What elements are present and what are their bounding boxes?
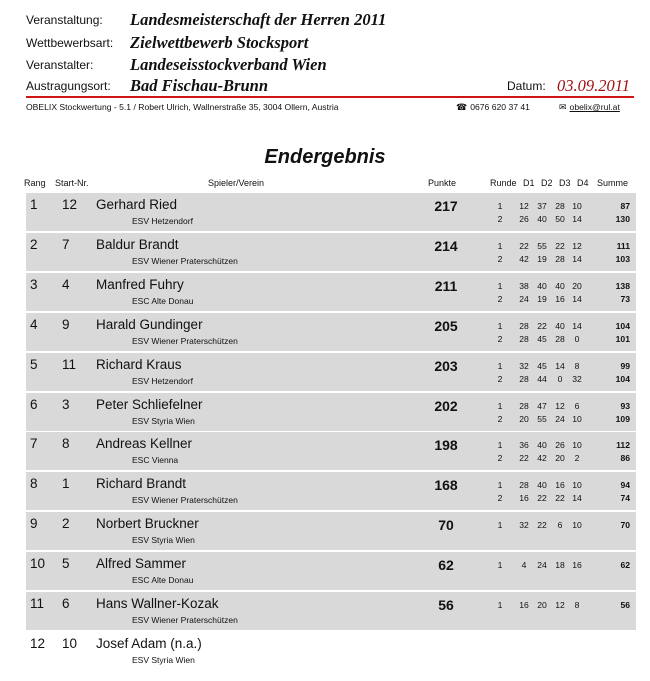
total-points: 62 [438,557,454,574]
table-row [26,273,636,311]
score-d2: 47 [537,400,547,411]
score-d1: 42 [519,253,529,264]
col-header-d3: D3 [559,178,571,188]
col-header-rang: Rang [24,178,46,188]
header-label: Austragungsort: [26,79,111,93]
total-points: 211 [434,277,458,294]
score-d4: 32 [572,373,582,384]
score-d2: 45 [537,333,547,344]
score-d3: 24 [555,413,565,424]
score-d2: 22 [537,493,547,504]
score-d4: 8 [574,600,580,610]
rank: 8 [30,476,38,492]
round-line [26,493,636,505]
score-d2: 20 [537,600,547,610]
envelope-icon: ✉ [559,102,567,112]
score-d4: 14 [572,320,582,331]
club-name: ESV Wiener Praterschützen [132,495,238,506]
rank: 2 [30,236,38,252]
table-row [26,472,636,510]
score-d1: 16 [519,600,529,610]
round-number: 1 [497,201,503,211]
total-points: 202 [434,397,458,414]
score-d4: 14 [572,493,582,504]
player-name: Andreas Kellner [96,436,193,452]
round-sum: 93 [620,400,630,411]
score-d1: 28 [519,373,529,384]
round-number: 1 [497,320,503,331]
score-d2: 55 [537,413,547,424]
round-line [26,560,636,572]
round-sum: 103 [615,253,630,264]
round-number: 2 [497,333,503,344]
round-number: 1 [497,240,503,251]
header-label: Wettbewerbsart: [26,36,114,50]
score-d3: 16 [555,480,565,491]
rank: 3 [30,276,38,292]
rank: 7 [30,436,38,452]
round-sum: 99 [620,360,630,371]
rank: 10 [30,556,46,572]
header-field-veranstalter [26,55,636,77]
player-name: Norbert Bruckner [96,516,199,532]
round-number: 1 [497,600,503,610]
imprint-text: OBELIX Stockwertung - 5.1 / Robert Ulrich, Wallnerstraße 35, 3004 Ollern, Austria [26,102,339,112]
score-d4: 10 [572,413,582,424]
player-name: Richard Kraus [96,356,182,372]
datum-label: Datum: [507,79,546,93]
round-line [26,201,636,213]
round-number: 1 [497,560,503,571]
phone-icon: ☎ [456,102,468,112]
score-d3: 22 [555,493,565,504]
email-info [559,102,620,113]
score-d3: 28 [555,201,565,211]
score-d3: 40 [555,320,565,331]
round-sum: 70 [620,520,630,531]
col-header-d1: D1 [523,178,535,188]
total-points: 217 [434,198,458,214]
player-name: Hans Wallner-Kozak [96,596,219,611]
rank: 11 [30,596,45,611]
header-field-veranstaltung [26,10,636,32]
score-d4: 14 [572,253,582,264]
score-d2: 19 [537,253,547,264]
club-name: ESV Wiener Praterschützen [132,335,238,346]
score-d2: 40 [537,440,547,451]
score-d4: 12 [572,240,582,251]
score-d1: 22 [519,240,529,251]
email-link[interactable]: obelix@rul.at [569,102,620,112]
header-label: Veranstaltung: [26,13,103,27]
score-d2: 37 [537,201,547,211]
score-d1: 22 [519,453,529,464]
datum-value: 03.09.2011 [557,76,631,95]
score-d2: 40 [537,280,547,291]
club-name: ESC Alte Donau [132,575,194,586]
table-row [26,193,636,231]
round-number: 2 [497,293,503,304]
page-title: Endergebnis [264,146,386,168]
start-number: 10 [62,635,78,651]
table-row [26,592,636,630]
start-number: 7 [62,236,70,252]
score-d3: 22 [555,240,565,251]
round-sum: 138 [615,280,630,291]
score-d2: 40 [537,480,547,491]
round-sum: 111 [616,240,630,251]
start-number: 6 [62,596,70,611]
col-header-d4: D4 [577,178,589,188]
round-number: 1 [497,520,503,531]
score-d3: 20 [555,453,565,464]
round-line [26,241,636,253]
score-d3: 14 [555,360,565,371]
rank: 12 [30,635,46,651]
club-name: ESV Wiener Praterschützen [132,255,238,266]
phone-number: 0676 620 37 41 [470,102,530,112]
round-number: 2 [497,214,503,224]
score-d3: 0 [557,373,563,384]
player-name: Baldur Brandt [96,236,179,252]
score-d2: 22 [537,320,547,331]
round-number: 1 [497,480,503,491]
round-sum: 73 [620,293,630,304]
score-d4: 2 [574,453,580,464]
start-number: 12 [62,197,78,212]
score-d1: 32 [519,520,529,531]
round-number: 1 [497,360,503,371]
round-line [26,281,636,293]
round-line [26,254,636,266]
total-points: 56 [438,597,454,613]
round-number: 1 [497,280,503,291]
score-d1: 24 [519,293,529,304]
round-number: 2 [497,453,503,464]
score-d2: 24 [537,560,547,571]
score-d3: 50 [555,214,565,224]
player-name: Peter Schliefelner [96,396,203,412]
table-row [26,313,636,351]
club-name: ESV Styria Wien [132,654,195,665]
total-points: 198 [434,437,458,454]
start-number: 3 [62,396,70,412]
rank: 4 [30,316,38,332]
table-row [26,552,636,590]
player-name: Josef Adam (n.a.) [96,635,202,651]
rank: 9 [30,516,38,532]
score-d1: 26 [519,214,529,224]
score-d1: 28 [519,480,529,491]
table-row [26,233,636,271]
total-points: 168 [434,477,458,494]
round-sum: 101 [615,333,630,344]
score-d1: 28 [519,333,529,344]
score-d3: 12 [555,600,565,610]
header-value: Landeseisstockverband Wien [130,55,327,74]
score-d1: 28 [519,320,529,331]
header-value: Bad Fischau-Brunn [130,76,269,95]
club-name: ESV Hetzendorf [132,375,193,386]
header-divider [26,96,634,98]
phone-info [456,102,530,113]
score-d2: 40 [537,214,547,224]
score-d4: 14 [572,293,582,304]
round-number: 1 [497,400,503,411]
score-d2: 19 [537,293,547,304]
round-sum: 56 [620,600,630,610]
total-points: 214 [434,237,458,254]
score-d4: 20 [572,280,582,291]
round-sum: 104 [615,373,630,384]
score-d1: 36 [519,440,529,451]
round-sum: 104 [615,320,630,331]
start-number: 2 [62,516,70,532]
round-sum: 87 [620,201,630,211]
score-d1: 4 [521,560,527,571]
round-number: 2 [497,253,503,264]
start-number: 8 [62,436,70,452]
rank: 1 [30,197,38,212]
total-points: 203 [434,357,458,374]
club-name: ESV Styria Wien [132,415,195,426]
score-d4: 14 [572,214,582,224]
player-name: Gerhard Ried [96,197,178,212]
start-number: 9 [62,316,70,332]
score-d3: 26 [555,440,565,451]
table-row [26,353,636,391]
score-d3: 12 [555,400,565,411]
round-number: 2 [497,413,503,424]
round-sum: 112 [616,440,630,451]
round-line [26,374,636,386]
score-d3: 6 [557,520,563,531]
round-line [26,600,636,612]
club-name: ESV Wiener Praterschützen [132,615,238,625]
round-sum: 130 [615,214,630,224]
round-sum: 62 [620,560,630,571]
player-name: Alfred Sammer [96,556,187,572]
header-field-wettbewerbsart [26,33,636,55]
score-d3: 28 [555,333,565,344]
score-d2: 22 [537,520,547,531]
score-d4: 10 [572,440,582,451]
start-number: 1 [62,476,70,492]
score-d1: 38 [519,280,529,291]
rank: 6 [30,396,38,412]
score-d3: 18 [555,560,565,571]
rank: 5 [30,356,38,372]
table-row [26,632,636,670]
score-d2: 55 [537,240,547,251]
col-header-summe: Summe [597,178,629,188]
score-d2: 45 [537,360,547,371]
table-row [26,512,636,550]
score-d1: 12 [519,201,529,211]
score-d4: 6 [574,400,580,411]
score-d3: 16 [555,293,565,304]
header-label: Veranstalter: [26,58,94,72]
round-line [26,440,636,452]
round-number: 1 [497,440,503,451]
col-header-runde: Runde [490,178,517,188]
club-name: ESV Hetzendorf [132,216,193,226]
score-d4: 0 [574,333,580,344]
col-header-punkte: Punkte [428,178,457,188]
score-d2: 42 [537,453,547,464]
round-line [26,480,636,492]
club-name: ESC Vienna [132,455,179,466]
round-sum: 74 [620,493,630,504]
round-number: 2 [497,493,503,504]
round-line [26,321,636,333]
score-d1: 28 [519,400,529,411]
score-d1: 20 [519,413,529,424]
col-header-start-nr: Start-Nr. [55,178,89,188]
round-sum: 109 [615,413,630,424]
round-line [26,214,636,226]
table-row [26,432,636,470]
score-d1: 32 [519,360,529,371]
player-name: Harald Gundinger [96,316,203,332]
round-line [26,520,636,532]
score-d4: 10 [572,520,582,531]
round-number: 2 [497,373,503,384]
club-name: ESC Alte Donau [132,295,194,306]
score-d3: 40 [555,280,565,291]
score-d4: 16 [572,560,582,571]
start-number: 4 [62,276,70,292]
round-line [26,401,636,413]
round-sum: 86 [620,453,630,464]
start-number: 11 [62,356,77,372]
player-name: Manfred Fuhry [96,276,184,292]
player-name: Richard Brandt [96,476,187,492]
total-points: 205 [434,317,458,334]
round-line [26,414,636,426]
round-line [26,334,636,346]
round-line [26,294,636,306]
round-line [26,361,636,373]
score-d1: 16 [519,493,529,504]
score-d4: 8 [574,360,580,371]
score-d3: 28 [555,253,565,264]
score-d2: 44 [537,373,547,384]
total-points: 70 [438,517,454,534]
table-row [26,393,636,431]
round-sum: 94 [620,480,630,491]
start-number: 5 [62,556,70,572]
header-value: Zielwettbewerb Stocksport [130,33,309,52]
header-field-austragungsort [26,76,636,98]
score-d4: 10 [572,480,582,491]
round-line [26,453,636,465]
score-d4: 10 [572,201,582,211]
club-name: ESV Styria Wien [132,535,195,546]
col-header-d2: D2 [541,178,553,188]
col-header-spieler: Spieler/Verein [208,178,265,188]
header-value: Landesmeisterschaft der Herren 2011 [130,10,387,29]
